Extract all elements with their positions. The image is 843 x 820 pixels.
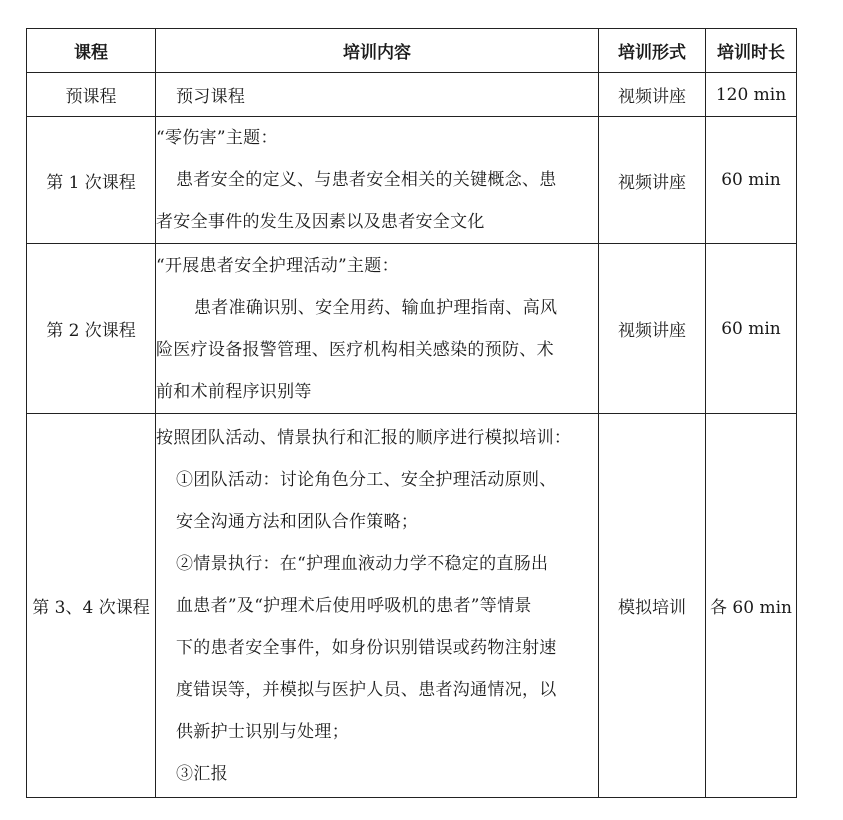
content-line: 度错误等，并模拟与医护人员、患者沟通情况，以 <box>176 679 557 700</box>
content-line: 按照团队活动、情景执行和汇报的顺序进行模拟培训： <box>156 427 572 448</box>
header-duration: 培训时长 <box>706 29 797 73</box>
course-cell: 预课程 <box>27 73 156 117</box>
table-row <box>27 117 797 244</box>
duration-cell: 60 min <box>706 244 797 414</box>
content-cell <box>156 414 599 798</box>
content-line: 下的患者安全事件，如身份识别错误或药物注射速 <box>176 637 557 658</box>
content-line: 安全沟通方法和团队合作策略； <box>176 511 419 532</box>
content-line: 供新护士识别与处理； <box>176 721 349 742</box>
content-cell <box>156 73 599 117</box>
training-table <box>26 28 797 798</box>
content-line: 险医疗设备报警管理、医疗机构相关感染的预防、术 <box>156 339 554 360</box>
header-form: 培训形式 <box>599 29 706 73</box>
table-row <box>27 73 797 117</box>
course-cell: 第 1 次课程 <box>27 117 156 244</box>
content-line: ③汇报 <box>176 763 228 784</box>
form-cell: 视频讲座 <box>599 244 706 414</box>
content-line: “零伤害”主题： <box>156 128 278 148</box>
form-cell: 模拟培训 <box>599 414 706 798</box>
content-cell <box>156 244 599 414</box>
header-row <box>27 29 797 73</box>
duration-cell: 120 min <box>706 73 797 117</box>
header-course: 课程 <box>27 29 156 73</box>
content-cell <box>156 117 599 244</box>
content-line: 前和术前程序识别等 <box>156 381 312 402</box>
content-line: 血患者”及“护理术后使用呼吸机的患者”等情景 <box>176 595 532 616</box>
course-cell: 第 2 次课程 <box>27 244 156 414</box>
content-line: ①团队活动：讨论角色分工、安全护理活动原则、 <box>176 469 557 490</box>
content-line: 患者准确识别、安全用药、输血护理指南、高风 <box>194 297 558 318</box>
course-cell: 第 3、4 次课程 <box>27 414 156 798</box>
content-line: 者安全事件的发生及因素以及患者安全文化 <box>156 212 485 232</box>
table-row <box>27 244 797 414</box>
duration-cell: 各 60 min <box>706 414 797 798</box>
duration-cell: 60 min <box>706 117 797 244</box>
content-line: 预习课程 <box>176 87 246 107</box>
content-line: 患者安全的定义、与患者安全相关的关键概念、患 <box>176 170 557 190</box>
content-line: “开展患者安全护理活动”主题： <box>156 255 399 276</box>
form-cell: 视频讲座 <box>599 73 706 117</box>
table-row <box>27 414 797 798</box>
header-content: 培训内容 <box>156 29 599 73</box>
form-cell: 视频讲座 <box>599 117 706 244</box>
content-line: ②情景执行：在“护理血液动力学不稳定的直肠出 <box>176 553 549 574</box>
